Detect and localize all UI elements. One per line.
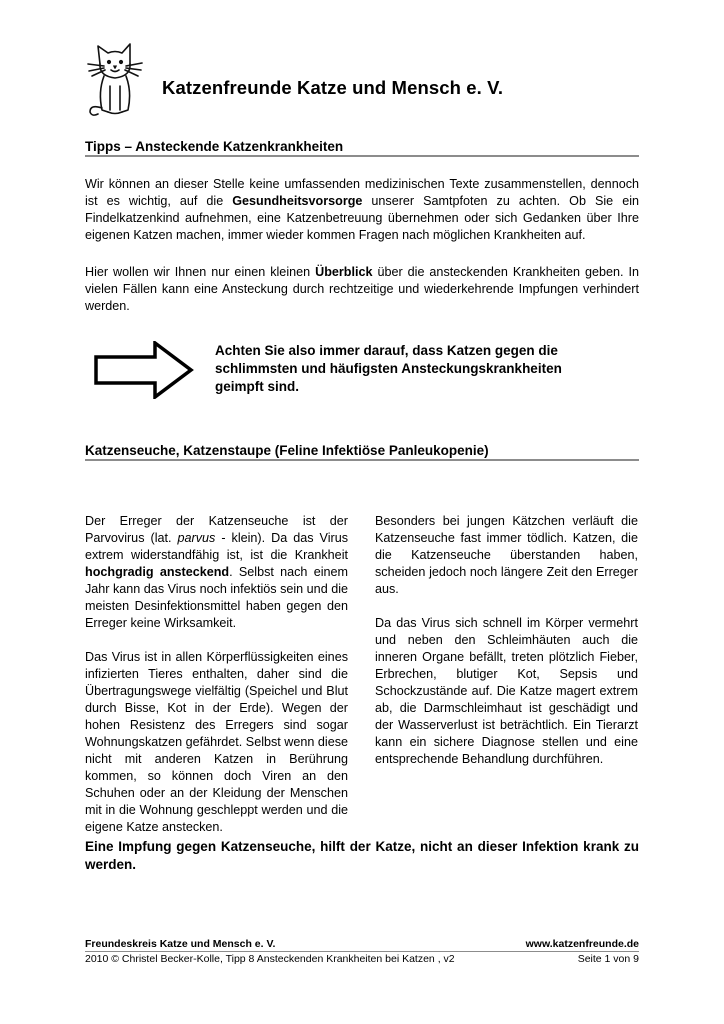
footer-organization: Freundeskreis Katze und Mensch e. V. [85, 938, 276, 950]
organization-title: Katzenfreunde Katze und Mensch e. V. [162, 77, 504, 98]
overview-text-1: Hier wollen wir Ihnen nur einen kleinen [85, 265, 316, 279]
left-paragraph-1 [85, 513, 348, 632]
intro-text-2: unserer Samtpfoten zu achten. Ob Sie ein Findelkatzenkind aufnehmen, eine Katzenbetreuung übernehmen oder sich Gedanken über Ihre eigenen Katzen machen, immer wieder kommen Fragen nach möglichen Krankheiten auf. [85, 194, 639, 242]
intro-paragraph [85, 176, 639, 244]
footer-page-number: Seite 1 von 9 [577, 953, 639, 965]
vaccination-note: Eine Impfung gegen Katzenseuche, hilft der Katze, nicht an dieser Infektion krank zu werden. [85, 839, 639, 872]
footer-top-row [85, 938, 639, 952]
footer-bottom-row [85, 952, 639, 965]
text: - klein). Da das Virus extrem widerstandfähig ist, ist die Krankheit [85, 531, 348, 562]
vaccination-callout: Achten Sie also immer darauf, dass Katzen gegen die schlimmsten und häufigsten Ansteckungskrankheiten geimpft sind. [215, 343, 562, 394]
text: . Selbst nach einem Jahr kann das Virus noch infektiös sein und die meisten Desinfektionsmittel haben gegen den Erreger keine Wirksamkeit. [85, 565, 348, 630]
intro-text-1: Wir können an dieser Stelle keine umfassenden medizinischen Texte zusammenstellen, dennoch ist es wichtig, auf die [85, 177, 639, 208]
bold-hochgradig-ansteckend: hochgradig ansteckend [85, 565, 230, 579]
text: Der Erreger der Katzenseuche ist der Parvovirus (lat. [85, 514, 348, 545]
overview-paragraph [85, 264, 639, 315]
intro-bold-gesundheitsvorsorge: Gesundheitsvorsorge [232, 194, 363, 208]
italic-parvus: parvus [177, 531, 216, 545]
right-column [375, 513, 638, 785]
right-arrow-icon [93, 341, 195, 399]
right-paragraph-2: Da das Virus sich schnell im Körper vermehrt und neben den Schleimhäuten auch die inneren Organe befällt, treten plötzlich Fieber, Erbrechen, blutiger Kot, Sepsis und Schockzustände auf. Die Katze magert extrem ab, die Darmschleimhaut ist geschädigt und der Wasserverlust ist beträchtlich. Ein Tierarzt kann ein sichere Diagnose stellen und eine entsprechende Behandlung durchführen. [375, 616, 638, 766]
page-footer [85, 938, 639, 965]
section-heading-katzenseuche: Katzenseuche, Katzenstaupe (Feline Infektiöse Panleukopenie) [85, 443, 639, 461]
cat-logo-icon [84, 38, 146, 118]
footer-copyright: 2010 © Christel Becker-Kolle, Tipp 8 Ansteckenden Krankheiten bei Katzen , v2 [85, 953, 455, 965]
overview-bold-ueberblick: Überblick [315, 265, 373, 279]
section-heading-tips: Tipps – Ansteckende Katzenkrankheiten [85, 139, 639, 157]
footer-website-link[interactable]: www.katzenfreunde.de [525, 938, 639, 950]
left-column [85, 513, 348, 853]
left-paragraph-2: Das Virus ist in allen Körperflüssigkeiten eines infizierten Tieres enthalten, daher sind die Übertragungswege vielfältig (Speichel und Blut durch Bisse, Kot in der Erde). Wegen der hohen Resistenz des Erregers sind sogar Wohnungskatzen gefährdet. Selbst wenn diese nicht mit anderen Katzen in Berührung kommen, so können doch Viren an den Schuhen oder an der Kleidung der Menschen mit in die Wohnung geschleppt werden und die eigene Katze anstecken. [85, 650, 349, 834]
right-paragraph-1: Besonders bei jungen Kätzchen verläuft die Katzenseuche fast immer tödlich. Katzen, die die Katzenseuche überstanden haben, scheiden jedoch noch längere Zeit den Erreger aus. [375, 514, 638, 596]
overview-text-2: über die ansteckenden Krankheiten geben. In vielen Fällen kann eine Ansteckung durch rechtzeitige und wiederkehrende Impfungen verhindert werden. [85, 265, 639, 313]
